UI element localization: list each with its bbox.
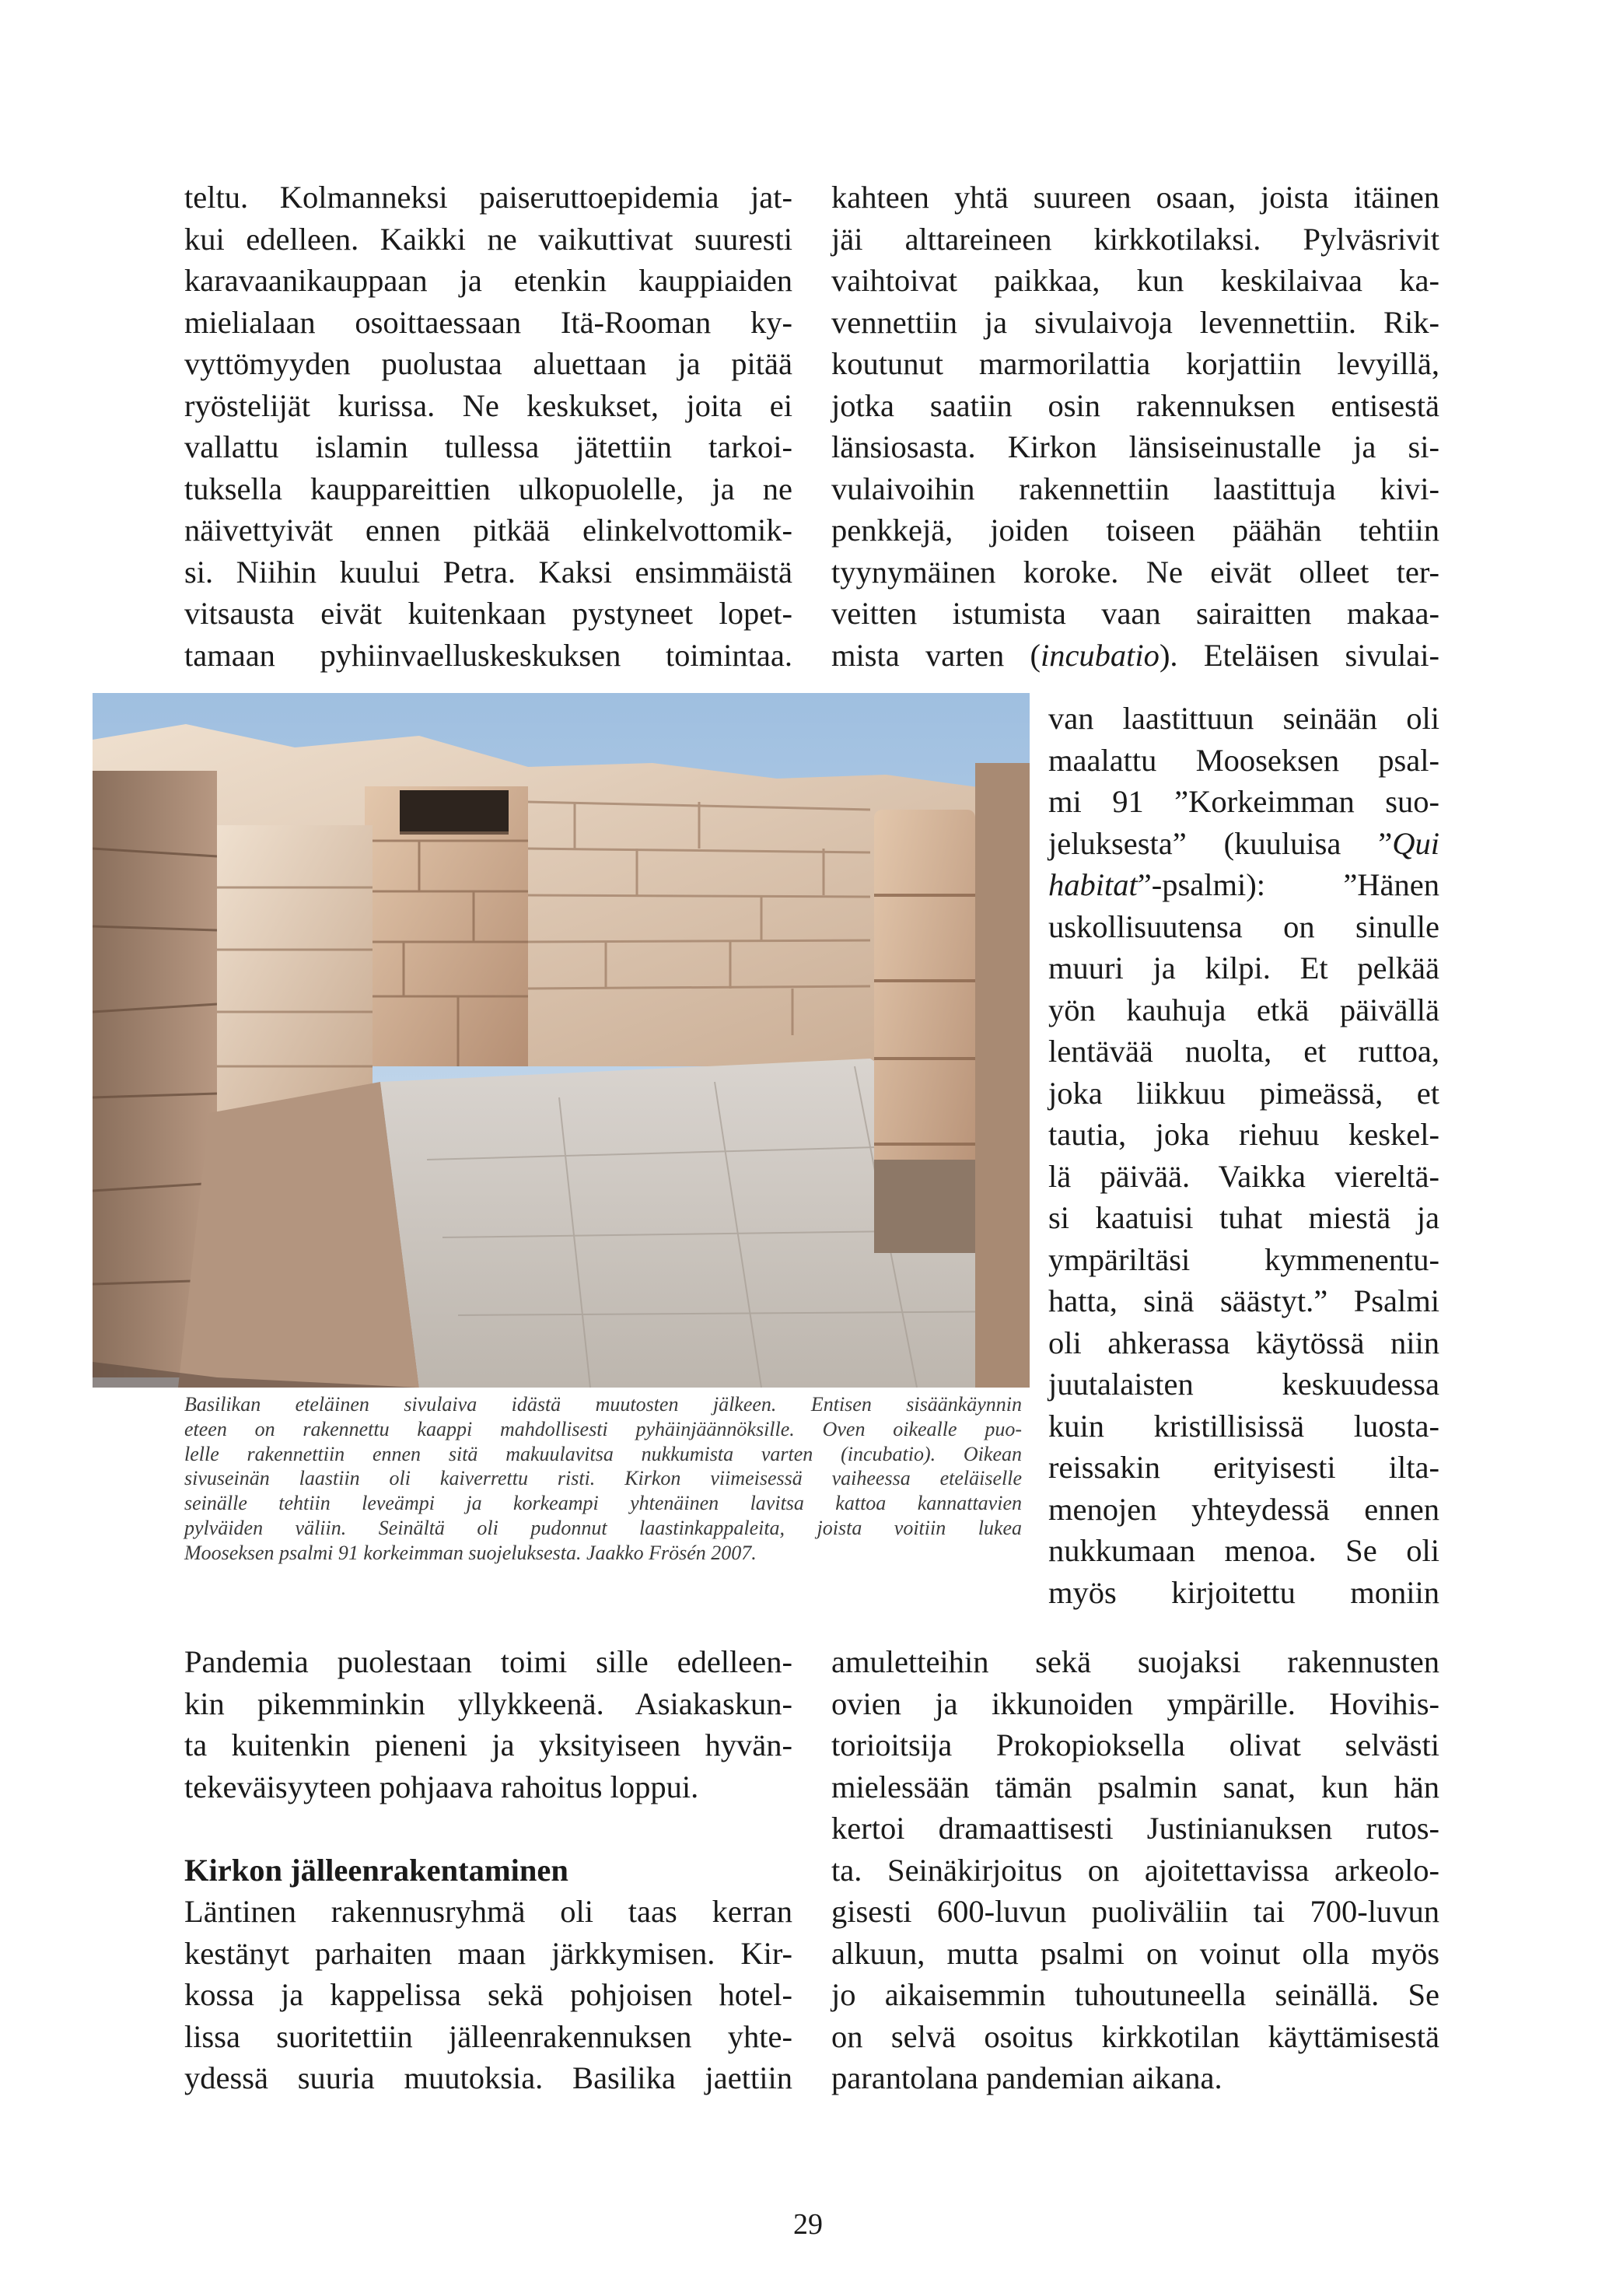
text-line: ta. Seinäkirjoitus on ajoitettavissa arkeolo-: [831, 1852, 1439, 1888]
text-line: lentävää nuolta, et ruttoa,: [1048, 1034, 1439, 1069]
text-line: parantolana pandemian aikana.: [831, 2060, 1222, 2095]
right-column-bottom: [831, 1641, 1439, 2099]
text-line: vitsausta eivät kuitenkaan pystyneet lopet-: [184, 596, 792, 631]
text-line-qui: jeluksesta” (kuuluisa ”Qui: [1048, 825, 1439, 861]
text-line: veitten istumista vaan sairaitten makaa-: [831, 596, 1439, 631]
text-line: vaihtoivat paikkaa, kun keskilaivaa ka-: [831, 263, 1439, 298]
text-line: torioitsija Prokopioksella olivat selvästi: [831, 1727, 1439, 1762]
text-line: ympäriltäsi kymmenentu-: [1048, 1241, 1439, 1277]
right-column-top: [831, 177, 1439, 676]
caption-line: Basilikan eteläinen sivulaiva idästä muutosten jälkeen. Entisen sisäänkäynnin: [184, 1393, 1022, 1416]
text-line: van laastittuun seinään oli: [1048, 701, 1439, 736]
text-line: oli ahkerassa käytössä niin: [1048, 1325, 1439, 1360]
text-line: kahteen yhtä suureen osaan, joista itäinen: [831, 180, 1439, 215]
text-line: tyynymäinen koroke. Ne eivät olleet ter-: [831, 554, 1439, 590]
ruins-photo: [93, 693, 1030, 1388]
text-line: uskollisuutensa on sinulle: [1048, 908, 1439, 944]
caption-line: seinälle tehtiin leveämpi ja korkeampi yhtenäinen lavitsa kattoa kannattavien: [184, 1492, 1022, 1515]
text-line: mielessään tämän psalmin sanat, kun hän: [831, 1769, 1439, 1804]
text-line: alkuun, mutta psalmi on voinut olla myös: [831, 1935, 1439, 1971]
text-line: juutalaisten keskuudessa: [1048, 1367, 1439, 1402]
text-line: mi 91 ”Korkeimman suo-: [1048, 784, 1439, 819]
text-line: karavaanikauppaan ja etenkin kauppiaiden: [184, 263, 792, 298]
text-line: muuri ja kilpi. Et pelkää: [1048, 950, 1439, 985]
text-line: si. Niihin kuului Petra. Kaksi ensimmäistä: [184, 554, 792, 590]
text-line: kestänyt parhaiten maan järkkymisen. Kir-: [184, 1935, 792, 1971]
left-column-top: [184, 177, 792, 676]
text-line: nukkumaan menoa. Se oli: [1048, 1533, 1439, 1568]
text-line: kui edelleen. Kaikki ne vaikuttivat suuresti: [184, 221, 792, 257]
text-line: kertoi dramaattisesti Justinianuksen rutos-: [831, 1811, 1439, 1846]
photo-caption: [184, 1392, 1022, 1566]
text-line: tamaan pyhiinvaelluskeskuksen toimintaa.: [184, 637, 792, 673]
left-column-bottom: [184, 1641, 792, 2099]
text-line: penkkejä, joiden toiseen päähän tehtiin: [831, 513, 1439, 548]
text-line: kuin kristillisissä luosta-: [1048, 1408, 1439, 1444]
text-line: länsiosasta. Kirkon länsiseinustalle ja si-: [831, 429, 1439, 464]
text-line: tekeväisyyteen pohjaava rahoitus loppui.: [184, 1769, 699, 1804]
text-line: vallattu islamin tullessa jätettiin tarkoi-: [184, 429, 792, 464]
text-line: hatta, sinä säästyt.” Psalmi: [1048, 1283, 1439, 1318]
text-line: mielialaan osoittaessaan Itä-Rooman ky-: [184, 304, 792, 340]
text-line: maalattu Mooseksen psal-: [1048, 742, 1439, 778]
text-line: kin pikemminkin yllykkeenä. Asiakaskun-: [184, 1685, 792, 1721]
text-line: gisesti 600-luvun puoliväliin tai 700-luvun: [831, 1894, 1439, 1929]
paragraph-gap: [184, 1808, 792, 1850]
text-line: vulaivoihin rakennettiin laastittuja kivi-: [831, 471, 1439, 506]
text-line: on selvä osoitus kirkkotilan käyttämisestä: [831, 2018, 1439, 2054]
text-line-habitat: habitat”-psalmi): ”Hänen: [1048, 867, 1439, 902]
page-number: 29: [793, 2208, 823, 2241]
text-line: ovien ja ikkunoiden ympärille. Hovihis-: [831, 1685, 1439, 1721]
text-line: yön kauhuja etkä päivällä: [1048, 992, 1439, 1027]
text-line: ta kuitenkin pieneni ja yksityiseen hyvän-: [184, 1727, 792, 1762]
caption-line: pylväiden väliin. Seinältä oli pudonnut laastinkappaleita, joista voitiin lukea: [184, 1516, 1022, 1539]
text-line: kossa ja kappelissa sekä pohjoisen hotel-: [184, 1977, 792, 2012]
text-line: si kaatuisi tuhat miestä ja: [1048, 1200, 1439, 1235]
basilica-aisle-image: [93, 693, 1030, 1388]
text-line: vyttömyyden puolustaa aluettaan ja pitää: [184, 346, 792, 381]
caption-line: eteen on rakennettu kaappi mahdollisesti pyhäinjäännöksille. Oven oikealle puo-: [184, 1417, 1022, 1440]
text-line: joka liikkuu pimeässä, et: [1048, 1075, 1439, 1111]
text-line: vennettiin ja sivulaivoja levennettiin. Rik-: [831, 304, 1439, 340]
text-line: ydessä suuria muutoksia. Basilika jaettiin: [184, 2060, 792, 2095]
text-line: Läntinen rakennusryhmä oli taas kerran: [184, 1894, 792, 1929]
text-line: amuletteihin sekä suojaksi rakennusten: [831, 1644, 1439, 1679]
caption-line: lelle rakennettiin ennen sitä makuulavitsa nukkumista varten (incubatio). Oikean: [184, 1442, 1022, 1465]
text-line: koutunut marmorilattia korjattiin levyillä,: [831, 346, 1439, 381]
narrow-column: [1048, 698, 1439, 1613]
text-line: myös kirjoitettu moniin: [1048, 1574, 1439, 1610]
text-line: tautia, joka riehuu keskel-: [1048, 1117, 1439, 1152]
text-line: jäi alttareineen kirkkotilaksi. Pylväsrivit: [831, 221, 1439, 257]
text-line-incubatio: mista varten (incubatio). Eteläisen sivulai-: [831, 637, 1439, 673]
text-line: Pandemia puolestaan toimi sille edelleen-: [184, 1644, 792, 1679]
text-line: jotka saatiin osin rakennuksen entisestä: [831, 387, 1439, 423]
text-line: tuksella kauppareittien ulkopuolelle, ja ne: [184, 471, 792, 506]
text-line: lissa suoritettiin jälleenrakennuksen yhte-: [184, 2018, 792, 2054]
text-line: teltu. Kolmanneksi paiseruttoepidemia jat-: [184, 180, 792, 215]
text-line: näivettyivät ennen pitkää elinkelvottomik-: [184, 513, 792, 548]
text-line: jo aikaisemmin tuhoutuneella seinällä. Se: [831, 1977, 1439, 2012]
section-heading: Kirkon jälleenrakentaminen: [184, 1852, 568, 1888]
text-line: lä päivää. Vaikka viereltä-: [1048, 1158, 1439, 1194]
caption-line: sivuseinän laastiin oli kaiverrettu risti. Kirkon viimeisessä vaiheessa eteläiselle: [184, 1467, 1022, 1490]
caption-line: Mooseksen psalmi 91 korkeimman suojeluksesta. Jaakko Frösén 2007.: [184, 1541, 757, 1564]
text-line: ryöstelijät kurissa. Ne keskukset, joita ei: [184, 387, 792, 423]
text-line: reissakin erityisesti ilta-: [1048, 1450, 1439, 1485]
text-line: menojen yhteydessä ennen: [1048, 1491, 1439, 1527]
